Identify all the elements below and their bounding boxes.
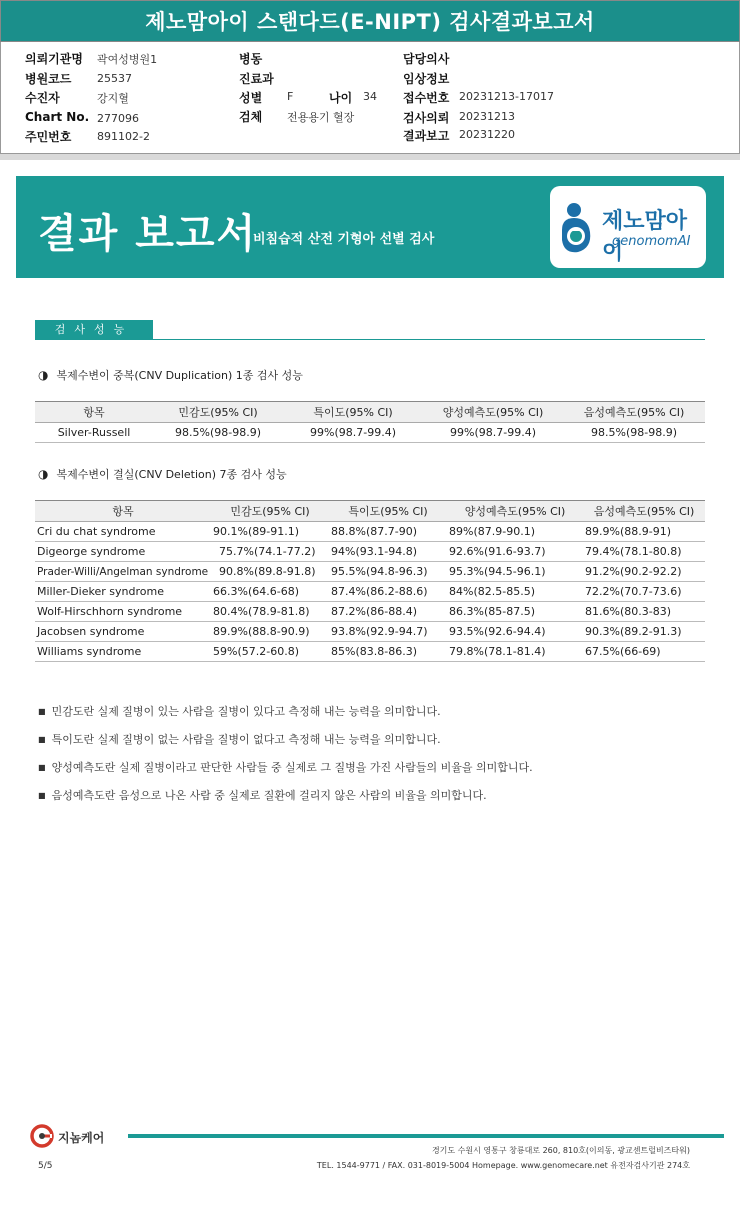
cell-npv: 72.2%(70.7-73.6): [583, 582, 705, 602]
cell-sensitivity: 89.9%(88.8-90.9): [211, 622, 329, 642]
info-request: [403, 109, 515, 126]
info-age: [329, 89, 377, 106]
info-dept-label: 진료과: [239, 72, 274, 86]
dup-col-ppv: 양성예측도(95% CI): [423, 402, 563, 423]
info-chart-label: Chart No.: [25, 110, 90, 124]
table-row: [35, 423, 705, 443]
cell-specificity: 87.2%(86-88.4): [329, 602, 447, 622]
cell-item: Silver-Russell: [35, 423, 153, 443]
cell-npv: 90.3%(89.2-91.3): [583, 622, 705, 642]
info-specimen-label: 검체: [239, 110, 263, 124]
footer-address: 경기도 수원시 영통구 창룡대로 260, 810호(이의동, 광교센트럴비즈타워): [431, 1146, 690, 1155]
del-col-specificity: 특이도(95% CI): [329, 501, 447, 522]
info-code-value: 25537: [97, 72, 132, 85]
bullet-icon: ■: [38, 735, 46, 744]
del-heading: [38, 466, 287, 482]
cell-npv: 91.2%(90.2-92.2): [583, 562, 705, 582]
info-age-value: 34: [363, 90, 377, 103]
cell-ppv: 89%(87.9-90.1): [447, 522, 583, 542]
cell-ppv: 84%(82.5-85.5): [447, 582, 583, 602]
page-number: 5/5: [38, 1161, 53, 1171]
patient-info-panel: [0, 42, 740, 154]
table-row: [35, 602, 705, 622]
dup-col-specificity: 특이도(95% CI): [283, 402, 423, 423]
half-circle-icon: ◑: [38, 368, 49, 382]
cell-ppv: 92.6%(91.6-93.7): [447, 542, 583, 562]
result-banner: [16, 176, 724, 278]
cell-sensitivity: 75.7%(74.1-77.2): [211, 542, 329, 562]
dup-col-npv: 음성예측도(95% CI): [563, 402, 705, 423]
dup-heading: [38, 367, 303, 383]
info-receipt-value: 20231213-17017: [459, 90, 554, 103]
info-ward-label: 병동: [239, 52, 263, 66]
footer-contact: TEL. 1544-9771 / FAX. 031-8019-5004 Homepage. www.genomecare.net 유전자검사기관 274호: [316, 1161, 690, 1170]
info-rrn-label: 주민번호: [25, 130, 72, 144]
logo-korean-text: 제노맘아이: [602, 209, 688, 265]
bullet-icon: ■: [38, 707, 46, 716]
table-row: [35, 622, 705, 642]
cell-sensitivity: 59%(57.2-60.8): [211, 642, 329, 662]
cell-specificity: 85%(83.8-86.3): [329, 642, 447, 662]
info-chart: [25, 110, 139, 125]
dup-table-header-row: [35, 402, 705, 423]
note-text: 음성예측도란 음성으로 나온 사람 중 실제로 질환에 걸리지 않은 사람의 비율을 의미합니다.: [51, 789, 487, 802]
info-receipt-label: 접수번호: [403, 91, 450, 105]
cell-sensitivity: 98.5%(98-98.9): [153, 423, 283, 443]
cell-item: Digeorge syndrome: [35, 542, 211, 562]
table-row: [35, 522, 705, 542]
cell-specificity: 88.8%(87.7-90): [329, 522, 447, 542]
info-report-value: 20231220: [459, 128, 515, 141]
cell-sensitivity: 80.4%(78.9-81.8): [211, 602, 329, 622]
note-text: 민감도란 실제 질병이 있는 사람을 질병이 있다고 측정해 내는 능력을 의미합니다.: [51, 705, 441, 718]
info-request-value: 20231213: [459, 110, 515, 123]
info-receipt: [403, 89, 554, 106]
info-patient-label: 수진자: [25, 91, 60, 105]
dup-table: [35, 401, 705, 443]
cell-specificity: 94%(93.1-94.8): [329, 542, 447, 562]
info-dept: [239, 70, 274, 87]
info-sex-value: F: [287, 90, 294, 103]
info-age-label: 나이: [329, 91, 353, 105]
bullet-icon: ■: [38, 791, 46, 800]
info-rrn: [25, 128, 150, 145]
genomecare-logo-icon: [30, 1124, 54, 1148]
section-divider: [35, 339, 705, 340]
cell-npv: 67.5%(66-69): [583, 642, 705, 662]
dup-col-sensitivity: 민감도(95% CI): [153, 402, 283, 423]
cell-specificity: 87.4%(86.2-88.6): [329, 582, 447, 602]
del-col-npv: 음성예측도(95% CI): [583, 501, 705, 522]
genomom-logo-icon: [558, 200, 598, 258]
cell-ppv: 93.5%(92.6-94.4): [447, 622, 583, 642]
note-text: 특이도란 실제 질병이 없는 사람을 질병이 없다고 측정해 내는 능력을 의미합니다.: [51, 733, 441, 746]
cell-npv: 81.6%(80.3-83): [583, 602, 705, 622]
info-hospital: [25, 50, 158, 67]
logo-english-text: genomomAI: [612, 234, 691, 249]
cell-item: Jacobsen syndrome: [35, 622, 211, 642]
info-sex: [239, 89, 294, 106]
cell-ppv: 79.8%(78.1-81.4): [447, 642, 583, 662]
banner-subtitle: 비침습적 산전 기형아 선별 검사: [253, 232, 435, 247]
report-header-title: 제노맘아이 스탠다드(E-NIPT) 검사결과보고서: [0, 0, 740, 42]
info-rrn-value: 891102-2: [97, 130, 150, 143]
list-item: [38, 704, 533, 732]
cell-item: Williams syndrome: [35, 642, 211, 662]
footer-divider: [128, 1134, 724, 1138]
info-specimen-value: 전용용기 혈장: [287, 111, 355, 124]
info-code: [25, 70, 132, 87]
info-doctor-label: 담당의사: [403, 52, 450, 66]
cell-npv: 89.9%(88.9-91): [583, 522, 705, 542]
note-text: 양성예측도란 실제 질병이라고 판단한 사람들 중 실제로 그 질병을 가진 사람들의 비율을 의미합니다.: [51, 761, 533, 774]
table-row: [35, 642, 705, 662]
list-item: [38, 732, 533, 760]
info-patient: [25, 89, 129, 106]
cell-ppv: 99%(98.7-99.4): [423, 423, 563, 443]
definition-notes: [38, 704, 533, 816]
footer-company-name: 지놈케어: [58, 1131, 105, 1145]
del-table: [35, 500, 705, 662]
del-col-sensitivity: 민감도(95% CI): [211, 501, 329, 522]
info-ward: [239, 50, 262, 67]
cell-sensitivity: 90.8%(89.8-91.8): [211, 562, 329, 582]
info-specimen: [239, 108, 355, 125]
info-patient-value: 강지혈: [97, 92, 129, 105]
list-item: [38, 760, 533, 788]
info-sex-label: 성별: [239, 91, 263, 105]
table-row: [35, 562, 705, 582]
table-row: [35, 542, 705, 562]
cell-sensitivity: 66.3%(64.6-68): [211, 582, 329, 602]
half-circle-icon: ◑: [38, 467, 49, 481]
section-label-performance: 검사성능: [35, 320, 153, 340]
cell-npv: 98.5%(98-98.9): [563, 423, 705, 443]
cell-npv: 79.4%(78.1-80.8): [583, 542, 705, 562]
list-item: [38, 788, 533, 816]
cell-item: Wolf-Hirschhorn syndrome: [35, 602, 211, 622]
cell-item: Miller-Dieker syndrome: [35, 582, 211, 602]
del-col-ppv: 양성예측도(95% CI): [447, 501, 583, 522]
info-hospital-label: 의뢰기관명: [25, 52, 83, 66]
info-doctor: [403, 50, 449, 67]
bullet-icon: ■: [38, 763, 46, 772]
info-code-label: 병원코드: [25, 72, 72, 86]
info-chart-value: 277096: [97, 112, 139, 125]
cell-specificity: 95.5%(94.8-96.3): [329, 562, 447, 582]
info-clinical: [403, 70, 449, 87]
dup-col-item: 항목: [35, 402, 153, 423]
info-request-label: 검사의뢰: [403, 111, 450, 125]
del-heading-text: 복제수변이 결실(CNV Deletion) 7종 검사 성능: [56, 468, 287, 481]
cell-specificity: 93.8%(92.9-94.7): [329, 622, 447, 642]
cell-specificity: 99%(98.7-99.4): [283, 423, 423, 443]
cell-sensitivity: 90.1%(89-91.1): [211, 522, 329, 542]
cell-item: Prader-Willi/Angelman syndrome: [35, 562, 211, 582]
cell-ppv: 95.3%(94.5-96.1): [447, 562, 583, 582]
cell-ppv: 86.3%(85-87.5): [447, 602, 583, 622]
info-report-label: 결과보고: [403, 129, 450, 143]
cell-item: Cri du chat syndrome: [35, 522, 211, 542]
table-row: [35, 582, 705, 602]
dup-heading-text: 복제수변이 중복(CNV Duplication) 1종 검사 성능: [56, 369, 303, 382]
genomom-logo: [550, 186, 706, 268]
del-table-header-row: [35, 501, 705, 522]
info-hospital-value: 곽여성병원1: [97, 53, 158, 66]
info-panel-shadow: [0, 154, 740, 160]
del-col-item: 항목: [35, 501, 211, 522]
banner-title: 결과 보고서: [38, 211, 258, 257]
info-clinical-label: 임상정보: [403, 72, 450, 86]
info-report: [403, 127, 515, 144]
